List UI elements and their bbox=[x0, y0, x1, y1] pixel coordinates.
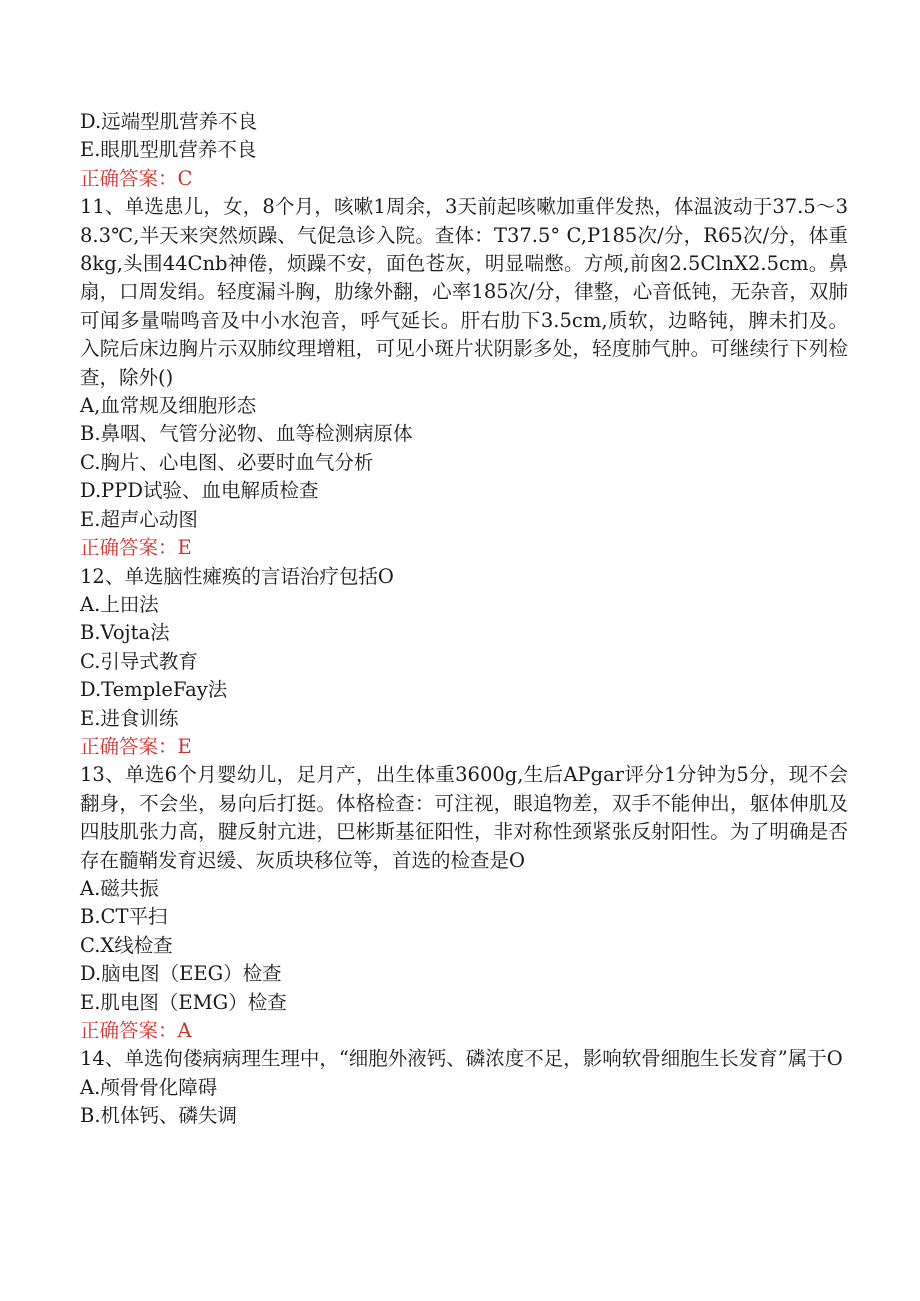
option-line: C.X线检查 bbox=[80, 933, 173, 957]
question-text: 11、单选患儿，女，8个月，咳嗽1周余，3天前起咳嗽加重伴发热，体温波动于37.5～38.3℃,半天来突然烦躁、气促急诊入院。查体：T37.5° C,P185次/分，R65次/分，体重8kg,头围44Cnb神倦，烦躁不安，面色苍灰，明显喘憋。方颅,前囪2.5ClnX2.5cm。鼻扇，口周发绢。轻度漏斗胸，肋缘外翻，心率185次/分，律整，心音低钝，无杂音，双肺可闻多量喘鸣音及中小水泡音，呼气延长。肝右肋下3.5cm,质软，边略钝，脾未扪及。入院后床边胸片示双肺纹理增粗，可见小斑片状阴影多处，轻度肺气肿。可继续行下列检查，除外() bbox=[80, 195, 848, 389]
option-line: B.机体钙、磷失调 bbox=[80, 1104, 238, 1128]
question-text: 12、单选脑性瘫痪的言语治疗包括O bbox=[80, 564, 394, 588]
option-line: B.CT平扫 bbox=[80, 905, 168, 929]
option-line: E.肌电图（EMG）检查 bbox=[80, 990, 287, 1014]
option-line: B.Vojta法 bbox=[80, 621, 170, 645]
correct-answer: 正确答案：E bbox=[80, 536, 192, 560]
option-line: C.胸片、心电图、必要时血气分析 bbox=[80, 450, 374, 474]
option-line: E.眼肌型肌营养不良 bbox=[80, 138, 257, 162]
option-line: D.远端型肌营养不良 bbox=[80, 110, 258, 133]
option-line: A,血常规及细胞形态 bbox=[80, 394, 257, 418]
option-line: A.上田法 bbox=[80, 592, 159, 616]
option-line: D.TempleFay法 bbox=[80, 678, 228, 702]
option-line: A.颅骨骨化障碍 bbox=[80, 1075, 218, 1099]
document-body bbox=[80, 108, 848, 1131]
question-text: 13、单选6个月婴幼儿，足月产，出生体重3600g,生后APgar评分1分钟为5分，现不会翻身，不会坐，易向后打挺。体格检查：可注视，眼追物差，双手不能伸出，躯体伸肌及四肢肌张力高，腱反射亢进，巴彬斯基征阳性，非对称性颈紧张反射阳性。为了明确是否存在髓鞘发育迟缓、灰质块移位等，首选的检查是O bbox=[80, 763, 848, 872]
option-line: E.超声心动图 bbox=[80, 507, 198, 531]
option-line: E.进食训练 bbox=[80, 706, 179, 730]
option-line: B.鼻咽、气管分泌物、血等检测病原体 bbox=[80, 422, 413, 446]
correct-answer: 正确答案：C bbox=[80, 166, 193, 190]
option-line: C.引导式教育 bbox=[80, 649, 198, 673]
option-line: D.脑电图（EEG）检查 bbox=[80, 962, 282, 986]
correct-answer: 正确答案：A bbox=[80, 1019, 192, 1042]
option-line: D.PPD试验、血电解质检查 bbox=[80, 479, 319, 503]
correct-answer: 正确答案：E bbox=[80, 734, 192, 758]
question-text: 14、单选佝偻病病理生理中，“细胞外液钙、磷浓度不足，影响软骨细胞生长发育”属于O bbox=[80, 1047, 843, 1071]
option-line: A.磁共振 bbox=[80, 876, 159, 900]
